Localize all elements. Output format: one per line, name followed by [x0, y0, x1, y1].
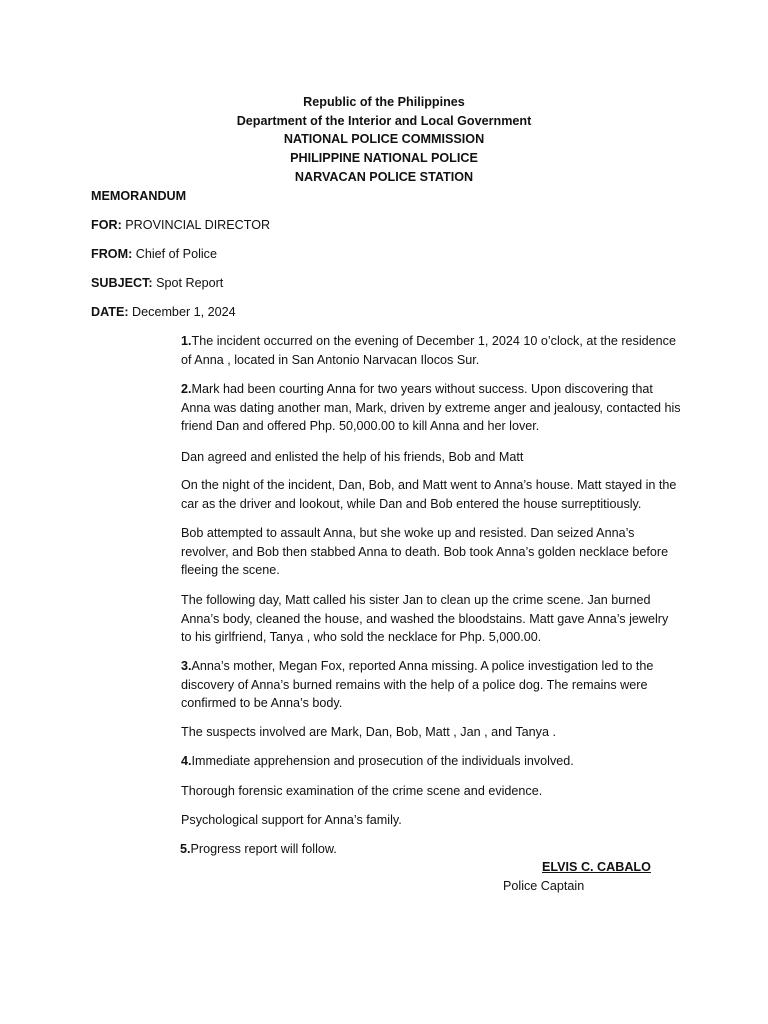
paragraph-text: Mark had been courting Anna for two years without success. Upon discovering that Anna was dating another man, Mark, driven by extreme anger and jealousy, contacted his friend Dan and offered Php. 50,000.00 to kill Anna and her lover. [181, 382, 681, 433]
paragraph-text: Immediate apprehension and prosecution of the individuals involved. [191, 754, 574, 768]
for-label: FOR: [91, 218, 122, 232]
letterhead [0, 93, 768, 186]
date-value: December 1, 2024 [128, 305, 236, 319]
letterhead-republic: Republic of the Philippines [303, 95, 465, 109]
paragraph-number: 4. [181, 754, 192, 768]
paragraph-text: Anna’s mother, Megan Fox, reported Anna missing. A police investigation led to the discovery of Anna’s burned remains with the help of a police dog. The remains were confirmed to be Anna’s body. [181, 659, 654, 710]
memo-title: MEMORANDUM [91, 189, 187, 203]
subject-label: SUBJECT: [91, 276, 153, 290]
signatory-title: Police Captain [503, 879, 585, 893]
paragraph-11: Psychological support for Anna’s family. [181, 813, 402, 827]
paragraph-7 [181, 657, 681, 713]
letterhead-pnp: PHILIPPINE NATIONAL POLICE [290, 151, 478, 166]
from-label: FROM: [91, 247, 133, 261]
memo-subject [91, 274, 223, 293]
memo-from [91, 245, 217, 264]
paragraph-4: On the night of the incident, Dan, Bob, and Matt went to Anna’s house. Matt stayed in the car as the driver and lookout, while Dan and Bob entered the house surreptitiously. [181, 478, 677, 511]
subject-value: Spot Report [152, 276, 224, 290]
paragraph-number: 2. [181, 382, 192, 396]
paragraph-2 [181, 380, 681, 436]
for-value: PROVINCIAL DIRECTOR [121, 218, 271, 232]
from-value: Chief of Police [132, 247, 217, 261]
letterhead-commission: NATIONAL POLICE COMMISSION [283, 132, 485, 147]
paragraph-number: 1. [181, 334, 192, 348]
paragraph-12 [180, 840, 680, 859]
paragraph-3: Dan agreed and enlisted the help of his friends, Bob and Matt [181, 450, 524, 464]
paragraph-8: The suspects involved are Mark, Dan, Bob, Matt , Jan , and Tanya . [181, 725, 556, 739]
paragraph-5: Bob attempted to assault Anna, but she woke up and resisted. Dan seized Anna’s revolver, and Bob then stabbed Anna to death. Bob took Anna’s golden necklace before fleeing the scene. [181, 526, 669, 577]
date-label: DATE: [91, 305, 129, 319]
paragraph-text: The incident occurred on the evening of December 1, 2024 10 o’clock, at the residence of Anna , located in San Antonio Narvacan Ilocos Sur. [181, 334, 676, 367]
paragraph-number: 5. [180, 842, 191, 856]
paragraph-9 [181, 752, 681, 771]
signatory-name: ELVIS C. CABALO [542, 860, 651, 874]
paragraph-10: Thorough forensic examination of the crime scene and evidence. [181, 784, 543, 798]
memo-for [91, 216, 270, 235]
paragraph-number: 3. [181, 659, 192, 673]
paragraph-6: The following day, Matt called his sister Jan to clean up the crime scene. Jan burned Anna’s body, cleaned the house, and washed the bloodstains. Matt gave Anna’s jewelry to his girlfriend, Tanya , who sold the necklace for Php. 5,000.00. [181, 593, 669, 644]
letterhead-department: Department of the Interior and Local Government [236, 113, 532, 128]
paragraph-text: Progress report will follow. [190, 842, 337, 856]
memo-date [91, 303, 236, 322]
paragraph-1 [181, 332, 681, 369]
letterhead-station: NARVACAN POLICE STATION [294, 169, 474, 184]
